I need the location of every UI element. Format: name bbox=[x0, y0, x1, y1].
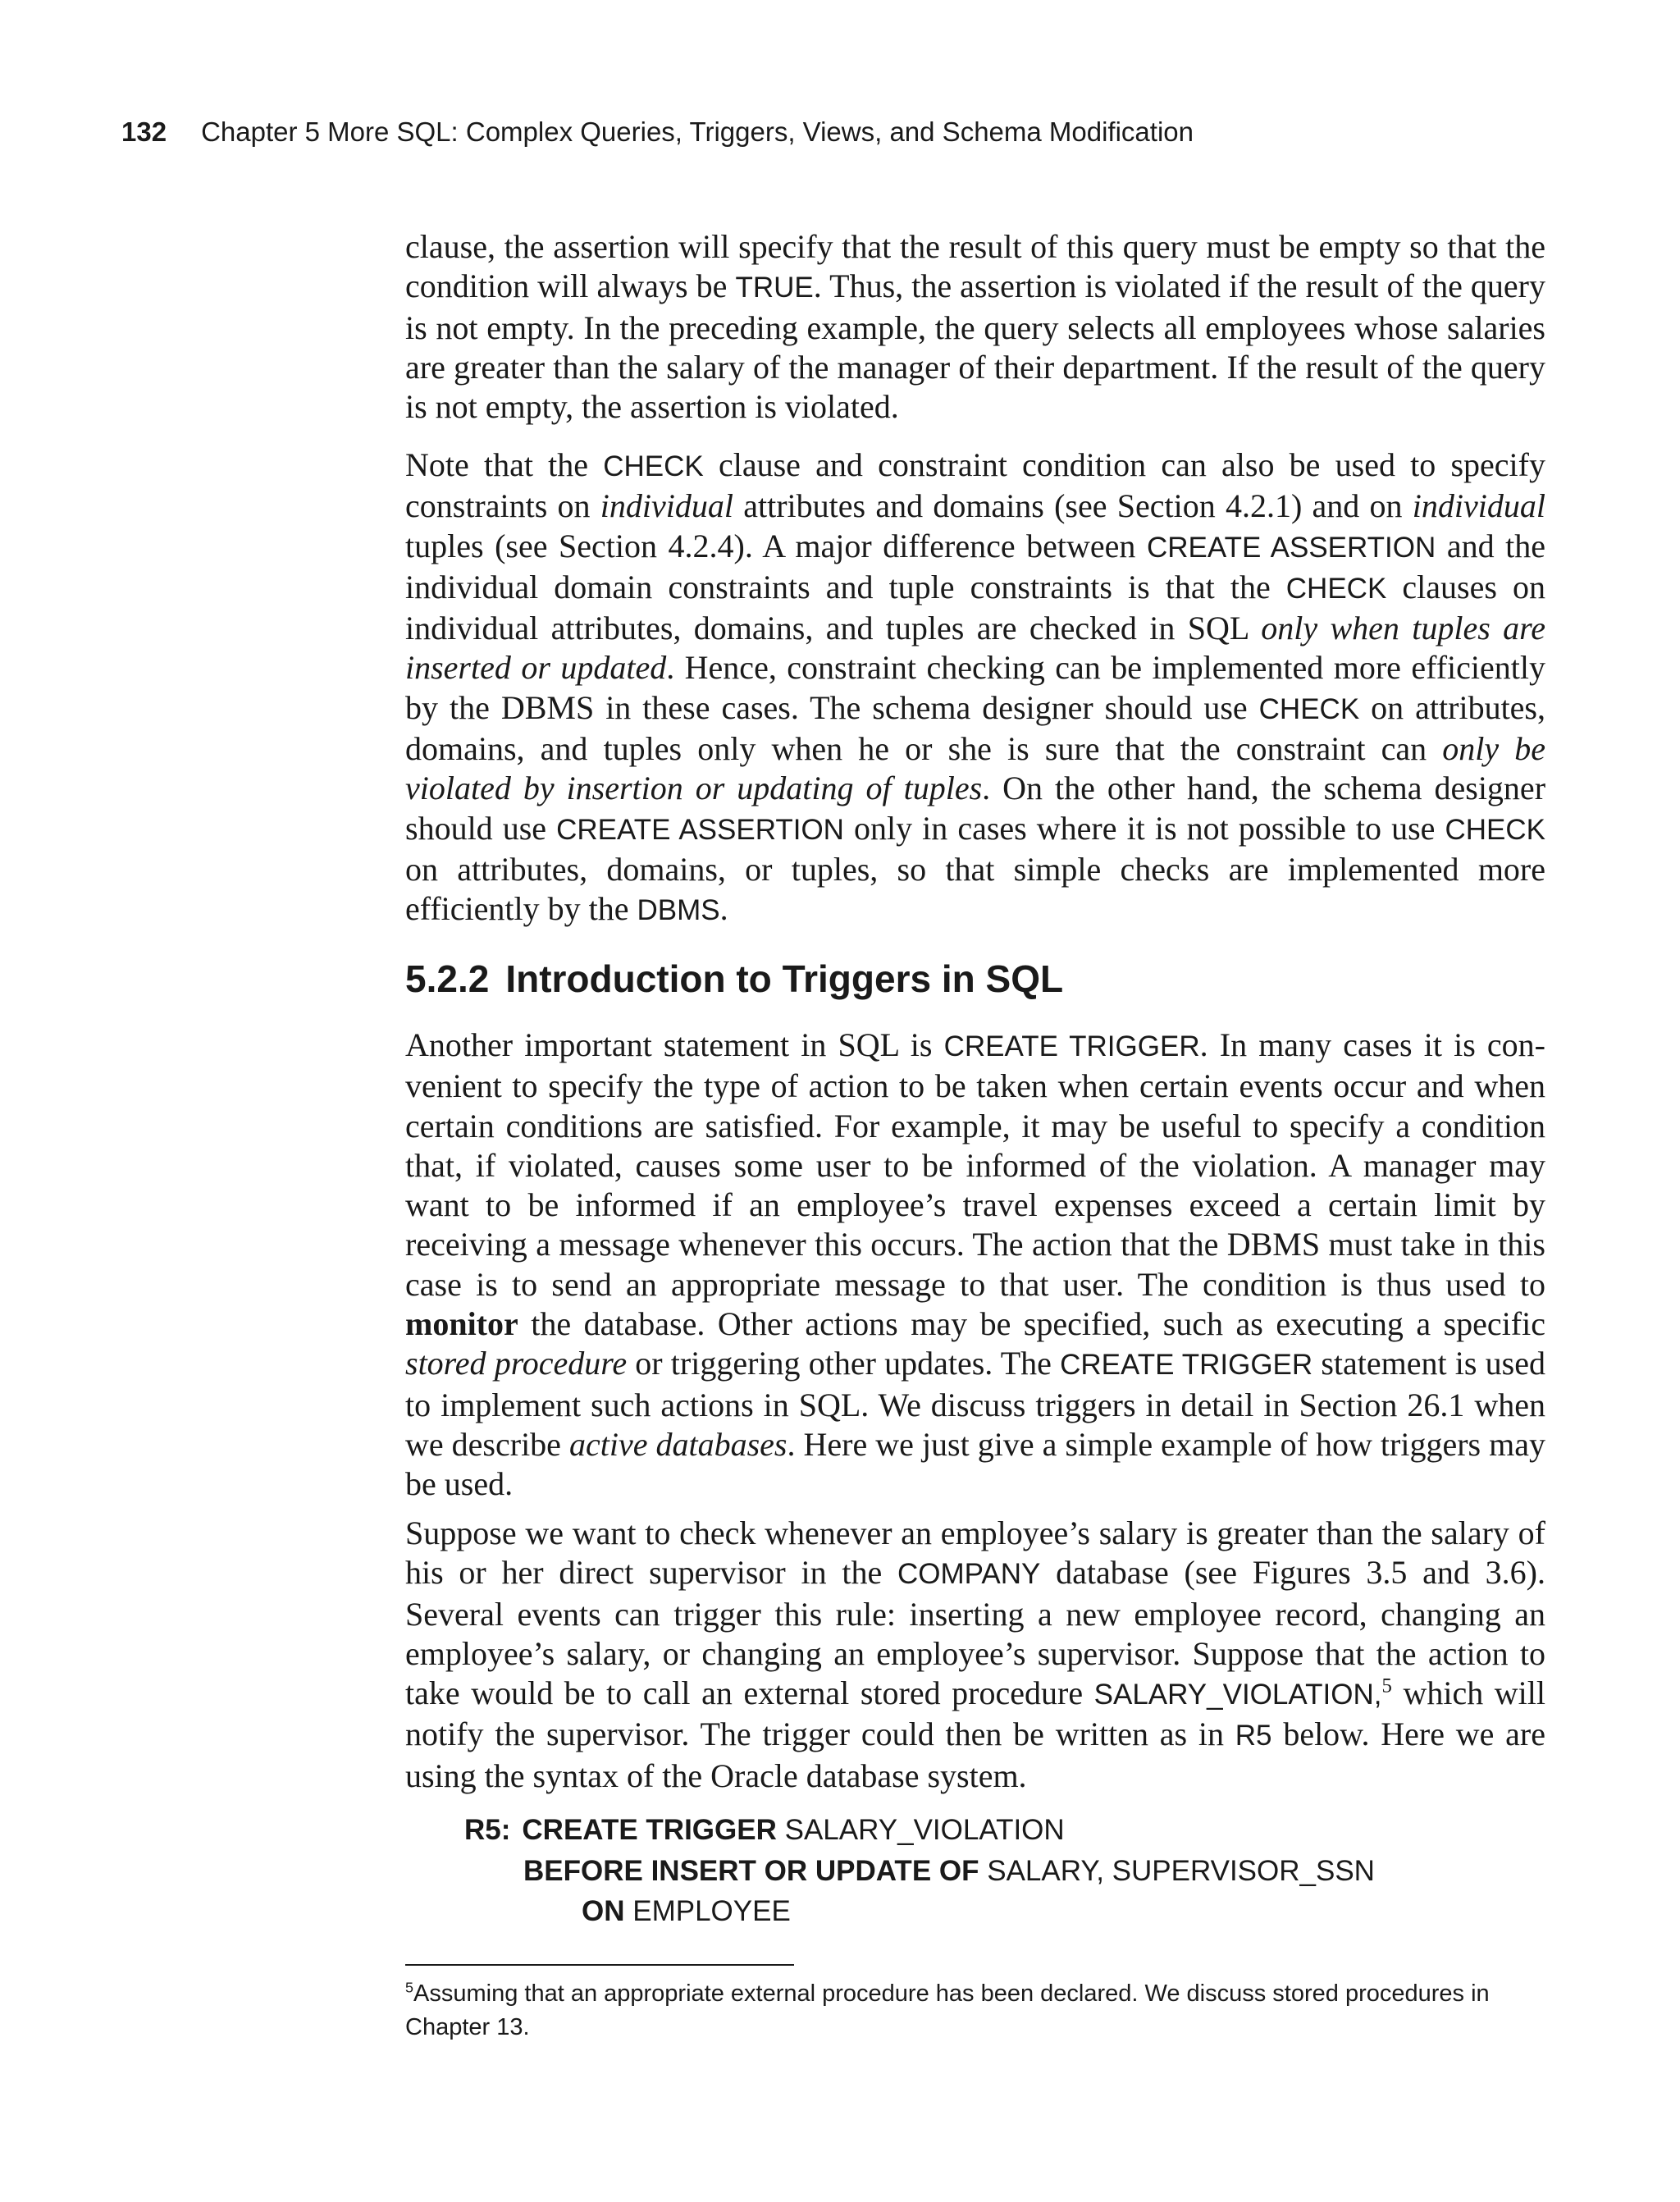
section-number: 5.2.2 bbox=[405, 957, 490, 1000]
footnote bbox=[405, 1977, 1545, 2044]
footnote-text: Assuming that an appropriate external procedure has been declared. We discuss stored procedures in Chapter 13. bbox=[405, 1980, 1490, 2040]
code-label: R5: bbox=[464, 1814, 511, 1846]
footnote-marker: 5 bbox=[405, 1979, 413, 1996]
code-line-3: ON EMPLOYEE bbox=[582, 1895, 791, 1927]
section-title: Introduction to Triggers in SQL bbox=[505, 957, 1064, 1000]
paragraph-check-vs-assertion: Note that the CHECK clause and constraint condition can also be used to specify constraints on individual attributes and domains (see Section 4.2.1) and on individual tuples (see Section 4.2.4). A major difference between CREATE ASSERTION and the individual domain constraints and tuple constraints is that the CHECK clauses on individual attributes, domains, and tuples are checked in SQL only when tuples are inserted or updated. Hence, constraint checking can be implemented more efficiently by the DBMS in these cases. The schema designer should use CHECK on attributes, domains, and tuples only when he or she is sure that the constraint can only be violated by insertion or updating of tuples. On the other hand, the schema designer should use CREATE ASSERTION only in cases where it is not possible to use CHECK on attributes, domains, or tuples, so that simple checks are implemented more efficiently by the DBMS. bbox=[405, 446, 1546, 928]
paragraph-salary-example: Suppose we want to check whenever an employee’s salary is greater than the salary of his or her direct supervisor in the COMPANY database (see Figures 3.5 and 3.6). Several events can trigger this rule: inserting a new employee record, changing an employee’s salary, or changing an employee’s supervisor. Suppose that the action to take would be to call an external stored procedure SALARY_VIOLATION,$^5$ which will notify the supervisor. The trigger could then be written as in R5 below. Here we are using the syntax of the Oracle database system. bbox=[405, 1514, 1546, 1794]
footnote-ref: 5 bbox=[1381, 1674, 1392, 1697]
footnote-divider bbox=[405, 1964, 794, 1966]
code-line-1: R5: CREATE TRIGGER SALARY_VIOLATION bbox=[464, 1814, 1065, 1846]
paragraph-assertion-result: clause, the assertion will specify that the result of this query must be empty so that the condition will always be TRUE. Thus, the assertion is violated if the result of the query is not empty. In the preceding example, the query selects all employees whose salaries are greater than the salary of the manager of their department. If the result of the query is not empty, the assertion is violated. bbox=[405, 228, 1545, 426]
paragraph-triggers-intro: Another important statement in SQL is CREATE TRIGGER. In many cases it is convenient to specify the type of action to be taken when certain events occur and when certain conditions are satisfied. For example, it may be useful to specify a condition that, if violated, causes some user to be informed of the violation. A manager may want to be informed if an employee’s travel expenses exceed a certain limit by receiving a message whenever this occurs. The action that the DBMS must take in this case is to send an appropriate message to that user. The condition is thus used to monitor the database. Other actions may be specified, such as executing a specific stored procedure or triggering other updates. The CREATE TRIGGER statement is used to implement such actions in SQL. We discuss triggers in detail in Section 26.1 when we describe active databases. Here we just give a simple example of how triggers may be used. bbox=[405, 1026, 1545, 1503]
running-header bbox=[121, 116, 1194, 148]
trigger-code-block bbox=[464, 1810, 1375, 1932]
page-number: 132 bbox=[121, 116, 167, 147]
code-line-2: BEFORE INSERT OR UPDATE OF SALARY, SUPERVISOR_SSN bbox=[523, 1854, 1375, 1887]
section-heading bbox=[405, 957, 1063, 1001]
running-title: Chapter 5 More SQL: Complex Queries, Triggers, Views, and Schema Modification bbox=[201, 116, 1194, 147]
